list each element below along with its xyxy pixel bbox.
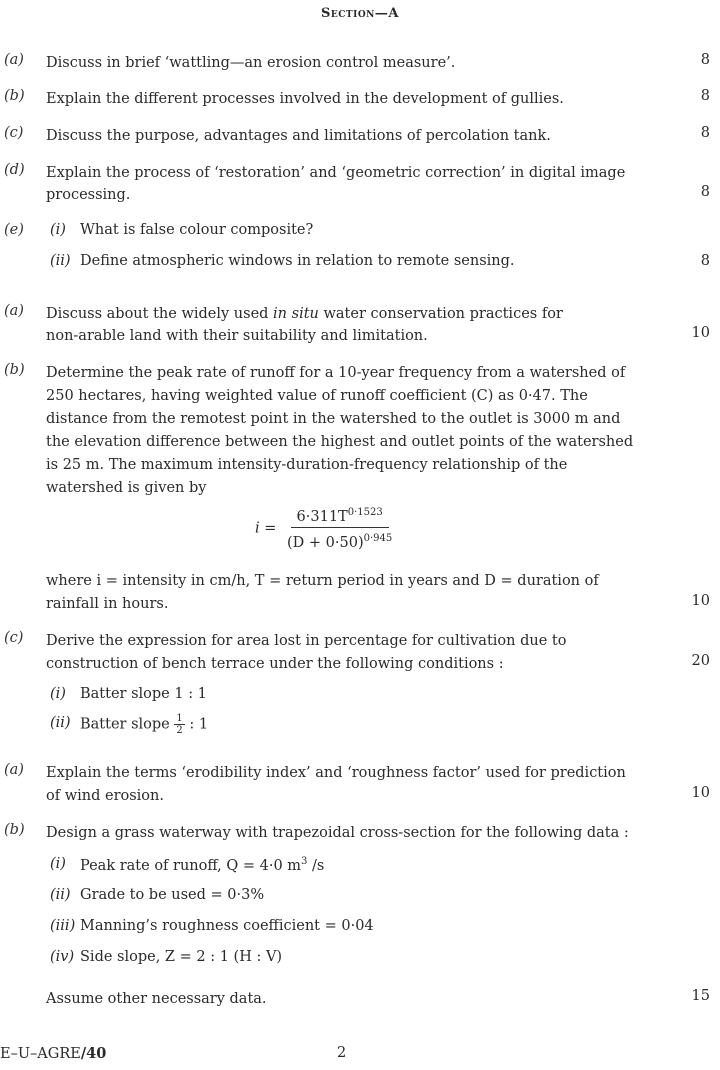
q3b-item-text: Manning’s roughness coefficient = 0·04 bbox=[80, 918, 374, 934]
q3b-item-text: Side slope, Z = 2 : 1 (H : V) bbox=[80, 949, 283, 965]
q2b-line1: Determine the peak rate of runoff for a 10-year frequency from a watershed of bbox=[46, 365, 626, 381]
q3a-label: (a) bbox=[4, 762, 24, 778]
q1a-marks: 8 bbox=[700, 52, 710, 68]
q2c-marks: 20 bbox=[691, 653, 710, 669]
q3b-item-text: Grade to be used = 0·3% bbox=[80, 887, 265, 903]
q1d-line2: processing. bbox=[46, 187, 131, 203]
q2c-label: (c) bbox=[4, 630, 24, 646]
q3a-marks: 10 bbox=[691, 785, 710, 801]
q1e-label: (e) bbox=[4, 222, 24, 238]
q1c-marks: 8 bbox=[700, 125, 710, 141]
q2c-ii-text: Batter slope $\frac{1}{2}$ : 1 bbox=[80, 713, 209, 736]
q1a-text: Discuss in brief ‘wattling—an erosion control measure’. bbox=[46, 55, 456, 71]
q3b-marks: 15 bbox=[691, 988, 710, 1004]
q3b-item-label: (ii) bbox=[50, 887, 71, 903]
page-number: 2 bbox=[337, 1045, 347, 1061]
q2b-where-line1: where i = intensity in cm/h, T = return period in years and D = duration of bbox=[46, 573, 599, 589]
q2b-line5: is 25 m. The maximum intensity-duration-frequency relationship of the bbox=[46, 457, 568, 473]
q3b-label: (b) bbox=[4, 822, 25, 838]
q3a-line2: of wind erosion. bbox=[46, 788, 164, 804]
q1d-line1: Explain the process of ‘restoration’ and ‘geometric correction’ in digital image bbox=[46, 165, 626, 181]
formula-denominator-exponent: 0·945 bbox=[363, 532, 393, 544]
q2c-line1: Derive the expression for area lost in percentage for cultivation due to bbox=[46, 633, 567, 649]
q3b-item-label: (iv) bbox=[50, 949, 75, 965]
formula-denominator: (D + 0·50) bbox=[287, 534, 364, 551]
q1d-marks: 8 bbox=[700, 184, 710, 200]
q3b-item-text: Peak rate of runoff, Q = 4·0 $m^3$ /s bbox=[80, 856, 325, 874]
formula-numerator-exponent: 0·1523 bbox=[347, 507, 383, 518]
q2a-line2: non-arable land with their suitability and limitation. bbox=[46, 328, 428, 344]
q2c-i-label: (i) bbox=[50, 686, 66, 702]
q1c-label: (c) bbox=[4, 125, 24, 141]
formula-numerator: 6·311T bbox=[296, 508, 348, 525]
q2c-ii-label: (ii) bbox=[50, 715, 71, 731]
q2b-line3: distance from the remotest point in the watershed to the outlet is 3000 m and bbox=[46, 411, 621, 427]
q1e-i-text: What is false colour composite? bbox=[80, 222, 314, 238]
formula-lhs: i = bbox=[255, 520, 277, 537]
q3b-line1: Design a grass waterway with trapezoidal cross-section for the following data : bbox=[46, 825, 629, 841]
q2c-line2: construction of bench terrace under the following conditions : bbox=[46, 656, 504, 672]
q3b-item-label: (iii) bbox=[50, 918, 76, 934]
runoff-formula bbox=[255, 503, 398, 554]
q2a-label: (a) bbox=[4, 303, 24, 319]
q1e-ii-label: (ii) bbox=[50, 253, 71, 269]
q1a-label: (a) bbox=[4, 52, 24, 68]
paper-code: E–U–AGRE/40 bbox=[0, 1045, 107, 1062]
q1d-label: (d) bbox=[4, 162, 25, 178]
q2b-line4: the elevation difference between the highest and outlet points of the watershed bbox=[46, 434, 634, 450]
q1b-label: (b) bbox=[4, 88, 25, 104]
q1e-ii-text: Define atmospheric windows in relation to remote sensing. bbox=[80, 253, 515, 269]
section-title: Section—A bbox=[321, 6, 399, 21]
q2b-label: (b) bbox=[4, 362, 25, 378]
q1b-text: Explain the different processes involved in the development of gullies. bbox=[46, 91, 564, 107]
q2b-marks: 10 bbox=[691, 593, 710, 609]
q1e-i-label: (i) bbox=[50, 222, 66, 238]
q2b-line2: 250 hectares, having weighted value of runoff coefficient (C) as 0·47. The bbox=[46, 388, 588, 404]
q1e-marks: 8 bbox=[700, 253, 710, 269]
q2a-line1: Discuss about the widely used in situ water conservation practices for bbox=[46, 306, 563, 322]
q2a-marks: 10 bbox=[691, 325, 710, 341]
q3a-line1: Explain the terms ‘erodibility index’ and ‘roughness factor’ used for prediction bbox=[46, 765, 626, 781]
q3b-assume: Assume other necessary data. bbox=[46, 991, 267, 1007]
q2b-where-line2: rainfall in hours. bbox=[46, 596, 169, 612]
q2b-line6: watershed is given by bbox=[46, 480, 207, 496]
q3b-item-label: (i) bbox=[50, 856, 66, 872]
q1b-marks: 8 bbox=[700, 88, 710, 104]
q1c-text: Discuss the purpose, advantages and limitations of percolation tank. bbox=[46, 128, 551, 144]
q2c-i-text: Batter slope 1 : 1 bbox=[80, 686, 207, 702]
